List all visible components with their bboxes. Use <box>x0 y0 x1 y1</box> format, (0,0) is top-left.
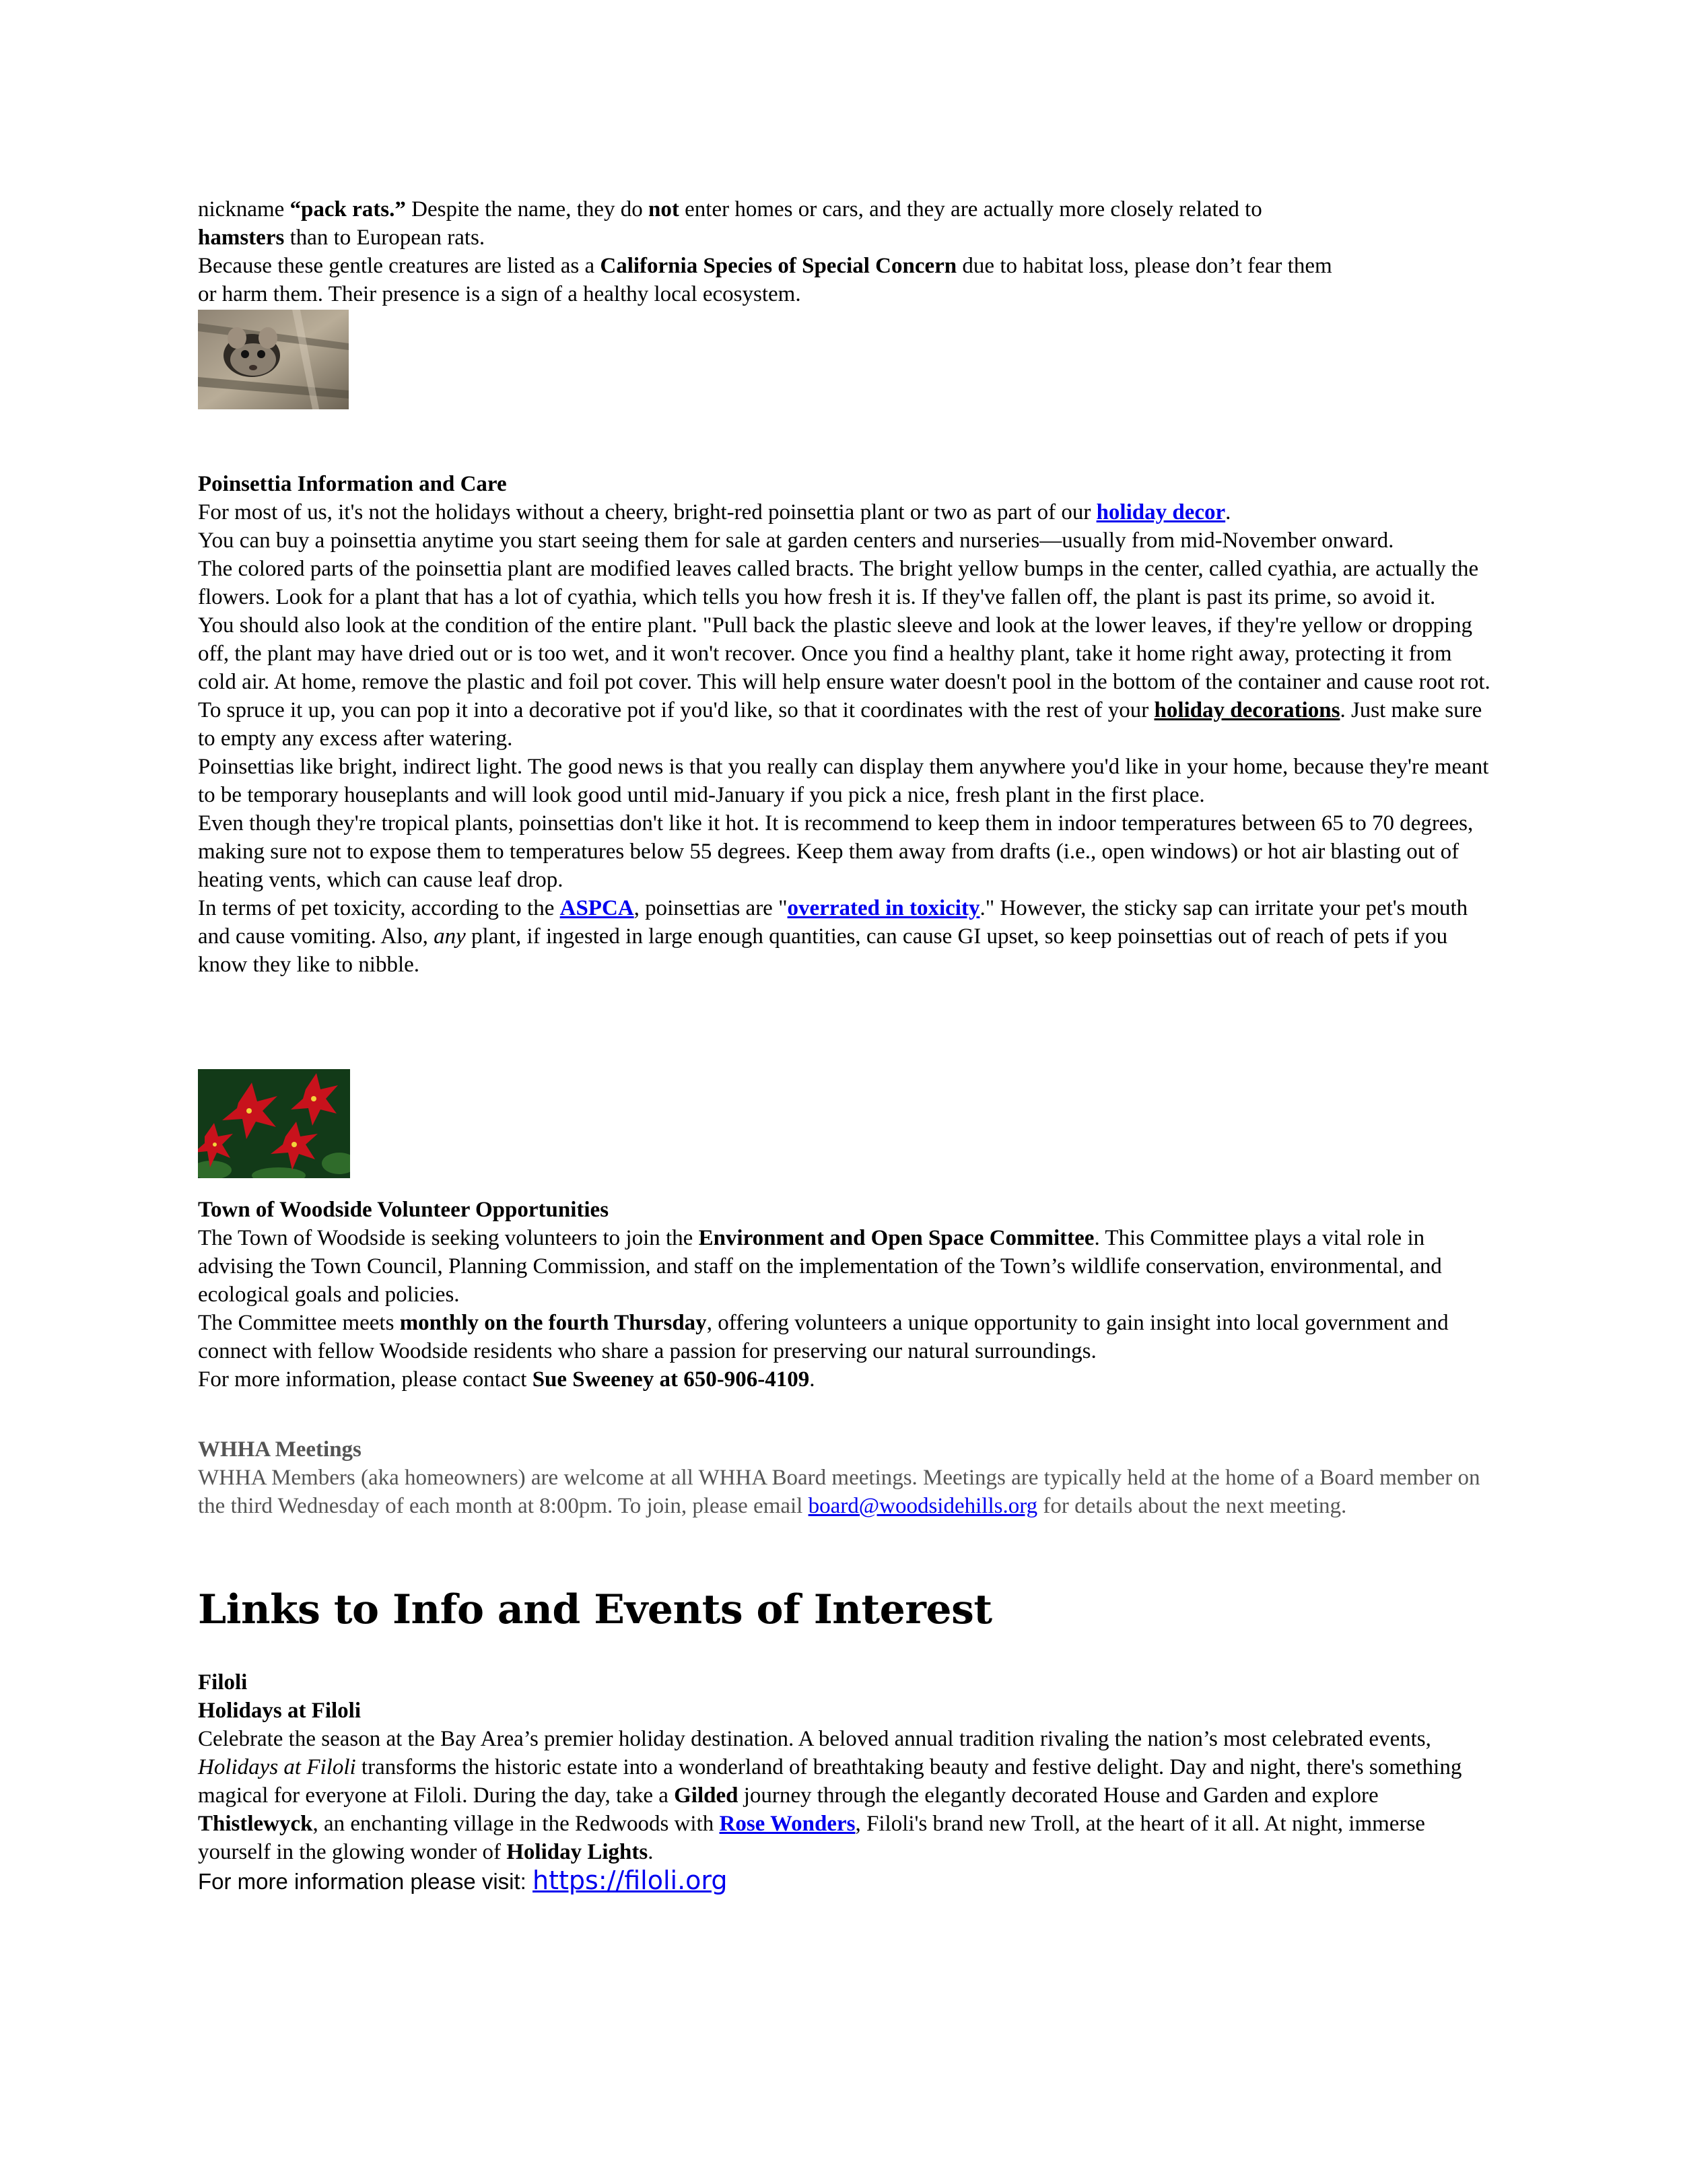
whha-section <box>198 1435 1490 1520</box>
whha-paragraph: WHHA Members (aka homeowners) are welcome at all WHHA Board meetings. Meetings are typically held at the home of a Board member on the third Wednesday of each month at 8:00pm. To join, please email board@woodsidehills.org for details about the next meeting. <box>198 1466 1480 1518</box>
filoli-subtitle: Holidays at Filoli <box>198 1699 362 1723</box>
poinsettia-heading: Poinsettia Information and Care <box>198 472 507 496</box>
poinsettia-section <box>198 470 1490 979</box>
woodrat-line-1: nickname “pack rats.” Despite the name, they do not enter homes or cars, and they are actually more closely related to <box>198 197 1262 221</box>
volunteer-paragraph-1: The Town of Woodside is seeking volunteers to join the Environment and Open Space Committee. This Committee plays a vital role in advising the Town Council, Planning Commission, and staff on the implementation of the Town’s wildlife conservation, environmental, and ecological goals and policies. <box>198 1226 1442 1307</box>
poinsettia-paragraph-6: Even though they're tropical plants, poinsettias don't like it hot. It is recommend to keep them in indoor temperatures between 65 to 70 degrees, making sure not to expose them to temperatures below 55 degrees. Keep them away from drafts (i.e., open windows) or hot air blasting out of heating vents, which can cause leaf drop. <box>198 811 1474 892</box>
poinsettia-paragraph-1: For most of us, it's not the holidays without a cheery, bright-red poinsettia plant or two as part of our holiday decor. <box>198 500 1231 524</box>
poinsettia-paragraph-5: Poinsettias like bright, indirect light. The good news is that you really can display them anywhere you'd like in your home, because they're meant to be temporary houseplants and will look good until mid-January if you pick a nice, fresh plant in the first place. <box>198 755 1489 807</box>
poinsettia-paragraph-7: In terms of pet toxicity, according to the ASPCA, poinsettias are "overrated in toxicity." However, the sticky sap can irritate your pet's mouth and cause vomiting. Also, any plant, if ingested in large enough quantities, can cause GI upset, so keep poinsettias out of reach of pets if you know they like to nibble. <box>198 896 1468 977</box>
aspca-link[interactable]: ASPCA <box>559 896 634 920</box>
board-email-link[interactable]: board@woodsidehills.org <box>808 1494 1038 1518</box>
volunteer-paragraph-2: The Committee meets monthly on the fourth Thursday, offering volunteers a unique opportunity to gain insight into local government and connect with fellow Woodside residents who share a passion for preserving our natural surroundings. <box>198 1311 1449 1363</box>
poinsettia-paragraph-2: You can buy a poinsettia anytime you start seeing them for sale at garden centers and nurseries—usually from mid-November onward. <box>198 528 1394 553</box>
woodrat-photo <box>198 310 349 409</box>
filoli-more-info <box>198 1866 1490 1897</box>
poinsettia-paragraph-3: The colored parts of the poinsettia plant are modified leaves called bracts. The bright yellow bumps in the center, called cyathia, are actually the flowers. Look for a plant that has a lot of cyathia, which tells you how fresh it is. If they've fallen off, the plant is past its prime, so avoid it. <box>198 557 1479 609</box>
volunteer-heading: Town of Woodside Volunteer Opportunities <box>198 1198 609 1222</box>
filoli-more-label: For more information please visit: <box>198 1869 533 1894</box>
holiday-decorations-link[interactable]: holiday decorations <box>1154 698 1340 722</box>
rose-wonders-link[interactable]: Rose Wonders <box>719 1812 856 1836</box>
overrated-in-toxicity-link[interactable]: overrated in toxicity <box>787 896 980 920</box>
poinsettia-photo <box>198 1069 350 1178</box>
poinsettia-image <box>198 1069 350 1178</box>
filoli-paragraph: Celebrate the season at the Bay Area’s premier holiday destination. A beloved annual tradition rivaling the nation’s most celebrated events, Holidays at Filoli transforms the historic estate into a wonderland of breathtaking beauty and festive delight. Day and night, there's something magical for everyone at Filoli. During the day, take a Gilded journey through the elegantly decorated House and Garden and explore Thistlewyck, an enchanting village in the Redwoods with Rose Wonders, Filoli's brand new Troll, at the heart of it all. At night, immerse yourself in the glowing wonder of Holiday Lights. <box>198 1727 1462 1864</box>
poinsettia-paragraph-4: You should also look at the condition of the entire plant. "Pull back the plastic sleeve and look at the lower leaves, if they're yellow or dropping off, the plant may have dried out or is too wet, and it won't recover. Once you find a healthy plant, take it home right away, protecting it from cold air. At home, remove the plastic and foil pot cover. This will help ensure water doesn't pool in the bottom of the container and cause root rot. To spruce it up, you can pop it into a decorative pot if you'd like, so that it coordinates with the rest of your holiday decorations. Just make sure to empty any excess after watering. <box>198 613 1490 751</box>
whha-heading: WHHA Meetings <box>198 1437 362 1462</box>
woodrat-image <box>198 310 349 409</box>
filoli-section <box>198 1668 1490 1897</box>
filoli-title: Filoli <box>198 1670 248 1695</box>
links-heading: Links to Info and Events of Interest <box>198 1586 992 1633</box>
woodrat-line-4: or harm them. Their presence is a sign of a healthy local ecosystem. <box>198 282 801 306</box>
volunteer-section <box>198 1196 1490 1394</box>
volunteer-paragraph-3: For more information, please contact Sue Sweeney at 650-906-4109. <box>198 1367 815 1392</box>
woodrat-line-3: Because these gentle creatures are listed as a California Species of Special Concern due to habitat loss, please don’t fear them <box>198 254 1332 278</box>
woodrat-line-2: hamsters than to European rats. <box>198 226 485 250</box>
filoli-website-link[interactable]: https://filoli.org <box>533 1866 728 1895</box>
woodrat-text <box>198 195 1490 308</box>
holiday-decor-link[interactable]: holiday decor <box>1096 500 1226 524</box>
